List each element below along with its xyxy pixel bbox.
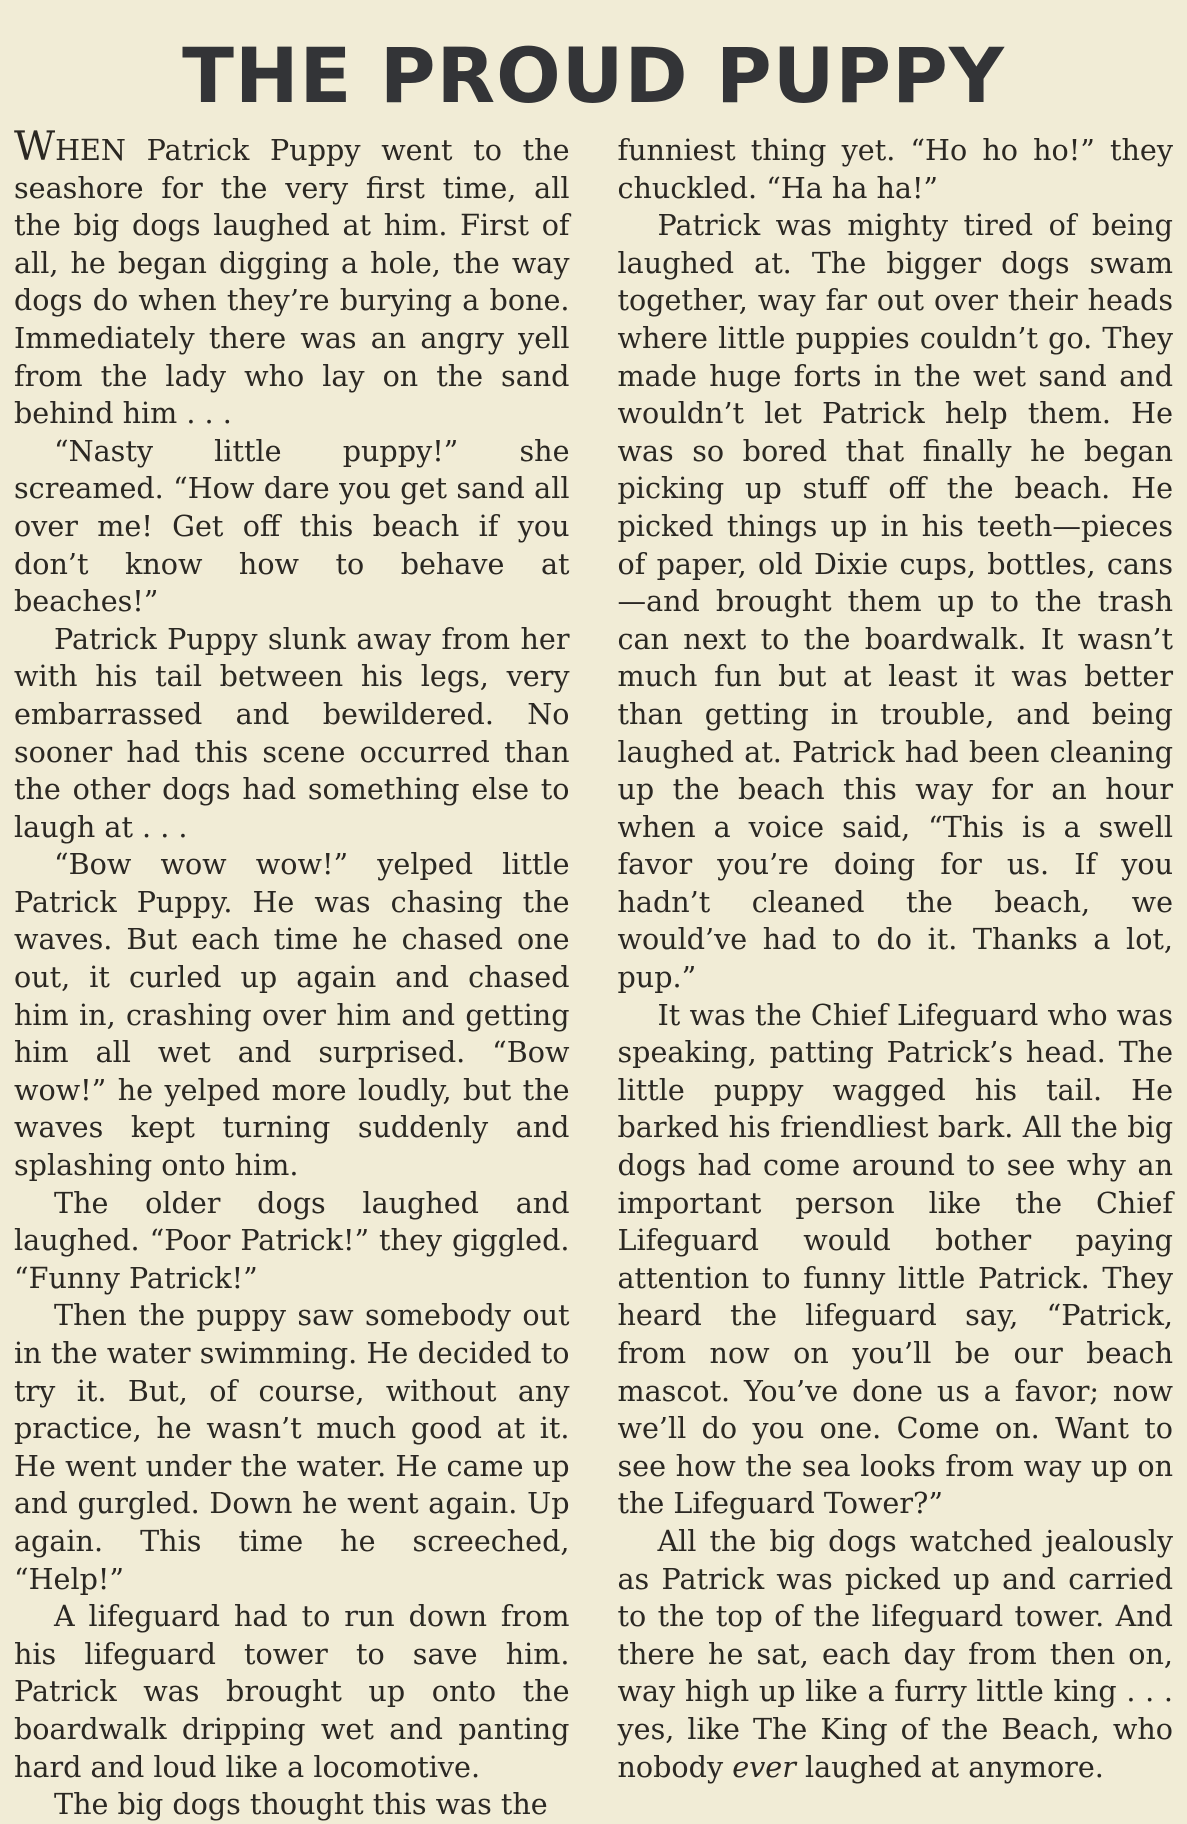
paragraph-9: funniest thing yet. “Ho ho ho!” they chuckled. “Ha ha ha!”	[617, 133, 1173, 205]
text-columns	[14, 124, 1173, 1824]
paragraph-7: A lifeguard had to run down from his lifeguard tower to save him. Patrick was brought up onto the boardwalk dripping wet and panting hard and loud like a locomotive.	[14, 1599, 570, 1784]
emphasis-word: ever	[732, 1749, 796, 1784]
paragraph-1-text: HEN Patrick Puppy went to the seashore for the very first time, all the big dogs laughed at him. First of all, he began digging a hole, the way dogs do when they’re burying a bone. Immediately there was an angry yell from the lady who lay on the sand behind him . . .	[14, 133, 570, 431]
drop-cap: W	[14, 124, 56, 170]
story-title: THE PROUD PUPPY	[182, 31, 1005, 120]
paragraph-4: “Bow wow wow!” yelped little Patrick Puppy. He was chasing the waves. But each time he chased one out, it curled up again and chased him in, crashing over him and getting him all wet and surprised. “Bow wow!” he yelped more loudly, but the waves kept turning suddenly and splashing onto him.	[14, 847, 570, 1183]
paragraph-8: The big dogs thought this was the	[54, 1787, 548, 1822]
paragraph-12-text-b: laughed at anymore.	[795, 1749, 1104, 1784]
left-column	[14, 124, 570, 1824]
paragraph-6: Then the puppy saw somebody out in the water swimming. He decided to try it. But, of course, without any practice, he wasn’t much good at it. He went under the water. He came up and gurgled. Down he went again. Up again. This time he screeched, “Help!”	[14, 1298, 570, 1596]
paragraph-1	[14, 124, 570, 433]
right-column	[618, 132, 1174, 1824]
paragraph-12	[618, 1523, 1174, 1786]
paragraph-11: It was the Chief Lifeguard who was speaking, patting Patrick’s head. The little puppy wagged his tail. He barked his friendliest bark. All the big dogs had come around to see why an important person like the Chief Lifeguard would bother paying attention to funny little Patrick. They heard the lifeguard say, “Patrick, from now on you’ll be our beach mascot. You’ve done us a favor; now we’ll do you one. Come on. Want to see how the sea looks from way up on the Lifeguard Tower?”	[617, 997, 1173, 1521]
paragraph-10: Patrick was mighty tired of being laughed at. The bigger dogs swam together, way far out over their heads where little puppies couldn’t go. They made huge forts in the wet sand and wouldn’t let Patrick help them. He was so bored that finally he began picking up stuff off the beach. He picked things up in his teeth—pieces of paper, old Dixie cups, bottles, cans —and brought them up to the trash can next to the boardwalk. It wasn’t much fun but at least it was better than getting in trouble, and being laughed at. Patrick had been cleaning up the beach this way for an hour when a voice said, “This is a swell favor you’re doing for us. If you hadn’t cleaned the beach, we would’ve had to do it. Thanks a lot, pup.”	[617, 208, 1173, 995]
paragraph-12-text-a: All the big dogs watched jealously as Patrick was picked up and carried to the top of the lifeguard tower. And there he sat, each day from then on, way high up like a furry little king . . . yes, like The King of the Beach, who nobody	[617, 1523, 1173, 1784]
paragraph-3: Patrick Puppy slunk away from her with his tail between his legs, very embarrassed and bewildered. No sooner had this scene occurred than the other dogs had something else to laugh at . . .	[14, 621, 570, 844]
paragraph-2: “Nasty little puppy!” she screamed. “How dare you get sand all over me! Get off this beach if you don’t know how to behave at beaches!”	[14, 433, 570, 619]
paragraph-5: The older dogs laughed and laughed. “Poor Patrick!” they giggled. “Funny Patrick!”	[14, 1185, 570, 1295]
